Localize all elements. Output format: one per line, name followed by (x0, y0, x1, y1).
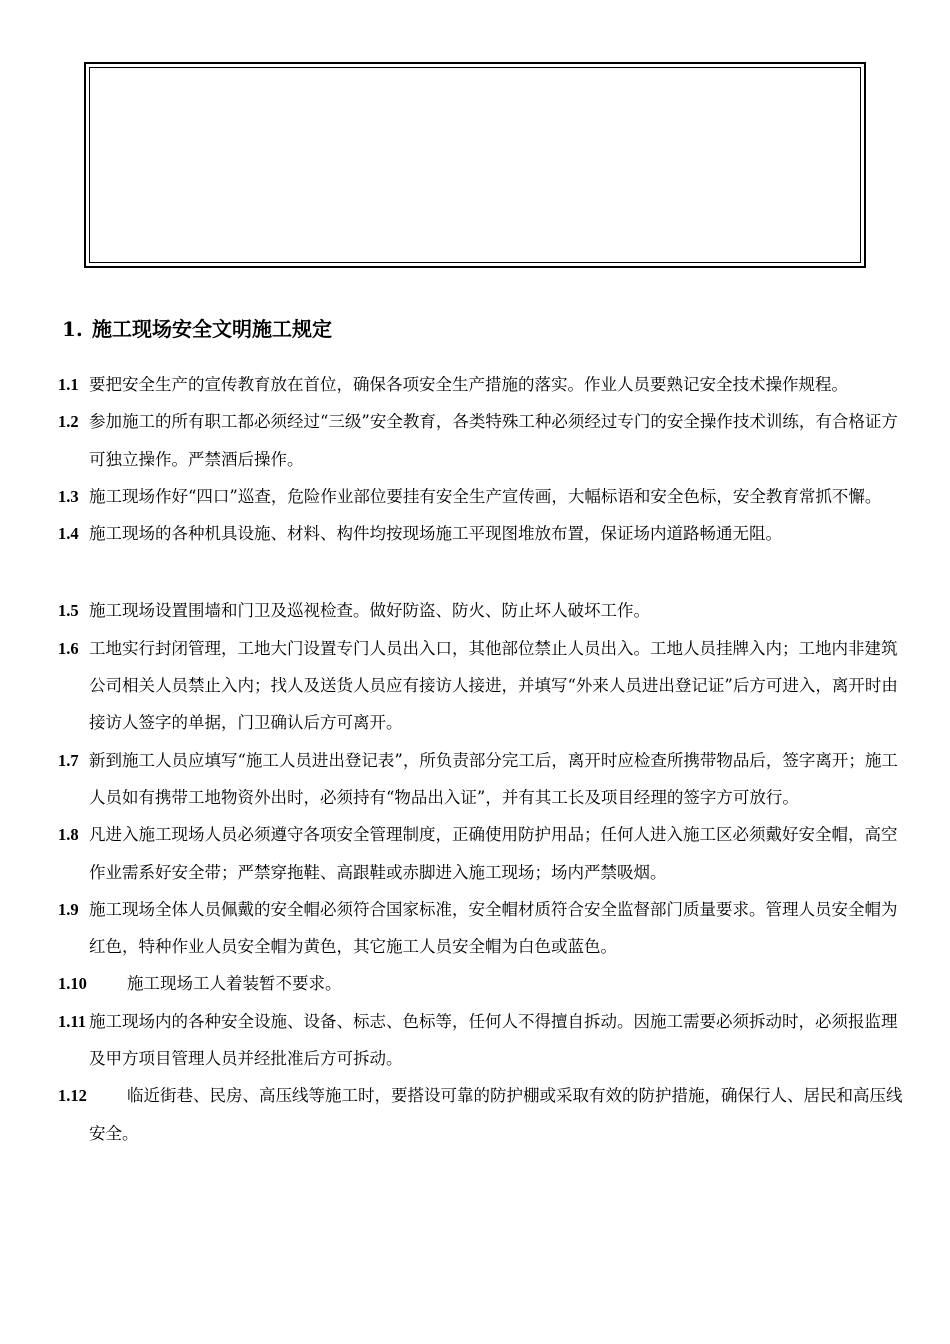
item-number: 1.5 (58, 601, 79, 621)
item-number: 1.12 (58, 1086, 87, 1106)
item-text: 工地实行封闭管理，工地大门设置专门人员出入口，其他部位禁止人员出入。工地人员挂牌入内；工地内非建筑公司相关人员禁止入内；找人及送货人员应有接访人接进，并填写“外来人员进出登记证”后方可进入，离开时由接访人签字的单据，门卫确认后方可离开。 (89, 638, 898, 733)
header-frame (84, 62, 866, 268)
list-item (58, 742, 910, 817)
item-number: 1.6 (58, 638, 79, 658)
item-text: 施工现场作好“四口”巡查，危险作业部位要挂有安全生产宣传画，大幅标语和安全色标，安全教育常抓不懈。 (89, 486, 882, 506)
section-title: 施工现场安全文明施工规定 (92, 317, 332, 341)
list-item (58, 1077, 910, 1152)
list-item (58, 816, 910, 891)
item-number: 1.1 (58, 375, 79, 394)
item-number: 1.10 (58, 974, 87, 994)
item-text: 施工现场内的各种安全设施、设备、标志、色标等，任何人不得擅自拆动。因施工需要必须拆动时，必须报监理及甲方项目管理人员并经批准后方可拆动。 (89, 1011, 898, 1069)
item-text: 施工现场工人着装暂不要求。 (127, 974, 342, 994)
section-heading (62, 314, 332, 344)
item-text: 施工现场全体人员佩戴的安全帽必须符合国家标准，安全帽材质符合安全监督部门质量要求。管理人员安全帽为红色，特种作业人员安全帽为黄色，其它施工人员安全帽为白色或蓝色。 (89, 899, 898, 957)
item-text: 凡进入施工现场人员必须遵守各项安全管理制度，正确使用防护用品；任何人进入施工区必须戴好安全帽，高空作业需系好安全带；严禁穿拖鞋、高跟鞋或赤脚进入施工现场；场内严禁吸烟。 (89, 825, 898, 882)
list-item (58, 592, 910, 629)
item-number: 1.7 (58, 750, 79, 770)
item-number: 1.3 (58, 486, 79, 506)
list-item (58, 515, 910, 552)
item-number: 1.9 (58, 899, 79, 919)
item-text: 参加施工的所有职工都必须经过“三级”安全教育，各类特殊工种必须经过专门的安全操作技术训练，有合格证方可独立操作。严禁酒后操作。 (89, 412, 898, 469)
list-item (58, 965, 910, 1002)
item-text: 要把安全生产的宣传教育放在首位，确保各项安全生产措施的落实。作业人员要熟记安全技术操作规程。 (89, 375, 848, 394)
item-text: 临近街巷、民房、高压线等施工时，要搭设可靠的防护棚或采取有效的防护措施，确保行人、居民和高压线安全。 (89, 1086, 903, 1143)
item-number: 1.2 (58, 412, 79, 432)
list-item (58, 366, 910, 403)
item-number: 1.11 (58, 1011, 86, 1031)
list-item (58, 630, 910, 742)
list-item (58, 478, 910, 515)
rules-list (58, 366, 910, 1152)
list-item (58, 403, 910, 478)
list-item (58, 1003, 910, 1078)
section-number: 1. (62, 317, 83, 341)
item-text: 施工现场的各种机具设施、材料、构件均按现场施工平现图堆放布置，保证场内道路畅通无阻。 (89, 524, 782, 544)
item-text: 施工现场设置围墙和门卫及巡视检查。做好防盗、防火、防止坏人破坏工作。 (89, 601, 650, 621)
list-item (58, 891, 910, 966)
item-number: 1.8 (58, 825, 79, 845)
item-number: 1.4 (58, 524, 79, 544)
header-frame-inner (89, 67, 861, 263)
item-text: 新到施工人员应填写“施工人员进出登记表”，所负责部分完工后，离开时应检查所携带物品后，签字离开；施工人员如有携带工地物资外出时，必须持有“物品出入证”，并有其工长及项目经理的签字方可放行。 (89, 750, 898, 807)
blank-line (58, 552, 910, 592)
